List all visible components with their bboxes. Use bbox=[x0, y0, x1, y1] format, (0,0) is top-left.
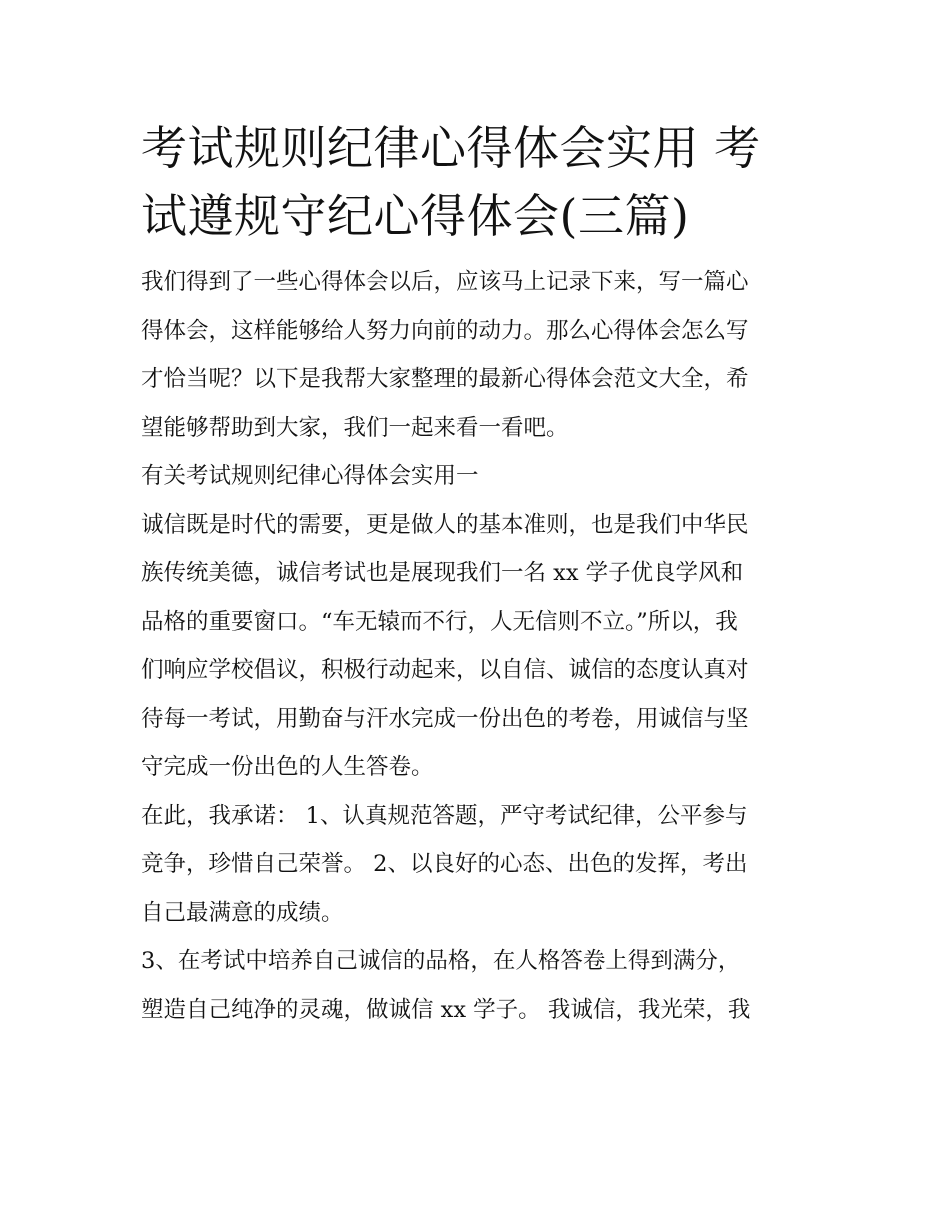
document-title bbox=[141, 114, 813, 250]
intro-line: 我们得到了一些心得体会以后，应该马上记录下来，写一篇心 bbox=[141, 269, 749, 295]
body-line: 塑造自己纯净的灵魂，做诚信 xx 学子。 我诚信，我光荣，我 bbox=[141, 996, 751, 1023]
body-line: 自己最满意的成绩。 bbox=[141, 899, 344, 926]
body-paragraph-3 bbox=[141, 937, 813, 1034]
body-line: 3、在考试中培养自己诚信的品格，在人格答卷上得到满分， bbox=[141, 948, 741, 974]
title-line: 试遵规守纪心得体会(三篇) bbox=[141, 189, 690, 243]
body-line: 待每一考试，用勤奋与汗水完成一份出色的考卷，用诚信与坚 bbox=[141, 705, 749, 732]
intro-line: 望能够帮助到大家，我们一起来看一看吧。 bbox=[141, 414, 569, 441]
body-line: 竞争，珍惜自己荣誉。 2、以良好的心态、出色的发挥，考出 bbox=[141, 851, 748, 877]
body-line: 们响应学校倡议，积极行动起来，以自信、诚信的态度认真对 bbox=[141, 657, 749, 683]
body-line: 品格的重要窗口。“车无辕而不行，人无信则不立。”所以，我 bbox=[141, 608, 738, 635]
intro-line: 得体会，这样能够给人努力向前的动力。那么心得体会怎么写 bbox=[141, 317, 749, 344]
intro-line: 才恰当呢？以下是我帮大家整理的最新心得体会范文大全，希 bbox=[141, 366, 749, 392]
body-line: 在此，我承诺： 1、认真规范答题，严守考试纪律，公平参与 bbox=[141, 802, 748, 829]
title-line: 考试规则纪律心得体会实用 考 bbox=[141, 121, 761, 175]
body-paragraph-2 bbox=[141, 792, 813, 938]
body-line: 守完成一份出色的人生答卷。 bbox=[141, 754, 434, 780]
section-heading-text: 有关考试规则纪律心得体会实用一 bbox=[141, 463, 479, 489]
intro-paragraph bbox=[141, 258, 813, 452]
section-heading bbox=[141, 452, 813, 501]
document-content bbox=[141, 114, 813, 1034]
body-line: 族传统美德，诚信考试也是展现我们一名 xx 学子优良学风和 bbox=[141, 560, 744, 586]
body-line: 诚信既是时代的需要，更是做人的基本准则，也是我们中华民 bbox=[141, 511, 749, 538]
body-paragraph-1 bbox=[141, 501, 813, 792]
